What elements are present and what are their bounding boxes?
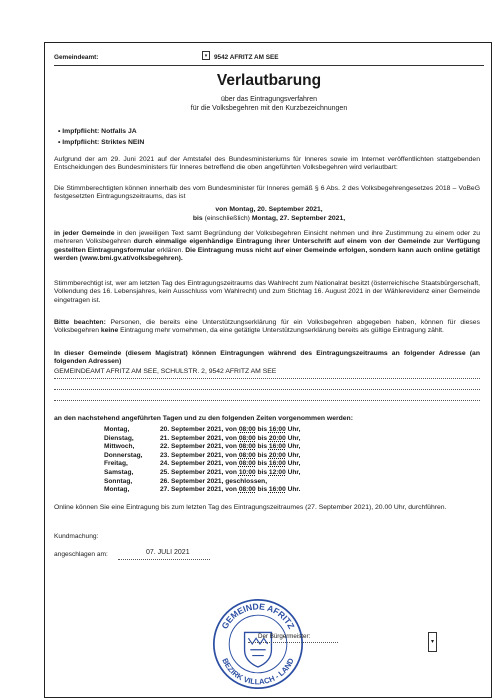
schedule-to: 16:00 bbox=[268, 486, 286, 494]
municipality-row bbox=[54, 50, 484, 66]
schedule-day: Montag, bbox=[104, 426, 130, 433]
seal-top-text: GEMEINDE AFRITZ bbox=[219, 601, 297, 631]
paragraph-online: Online können Sie eine Eintragung bis zum letzten Tag des Eintragungszeitraumes (27. September 2021), 20.00 Uhr, durchführen. bbox=[54, 504, 447, 511]
seal-bottom-text: BEZIRK VILLACH - LAND bbox=[220, 656, 296, 687]
paragraph-voters: Die Stimmberechtigten können innerhalb des vom Bundesminister für Inneres gemäß § 6 Abs. 2 des Volksbegehrengesetzes 2018 – VoBeG festgesetzten Eintragungszeitraums, das ist bbox=[54, 185, 480, 201]
address-dotted-line bbox=[54, 389, 480, 390]
schedule-date: 23. September 2021, von 08:00 bis 20:00 Uhr, bbox=[160, 451, 301, 459]
schedule-day: Montag, bbox=[104, 486, 130, 494]
chevron-down-icon: ▾ bbox=[430, 639, 434, 645]
schedule-date: 25. September 2021, von 10:00 bis 12:00 Uhr, bbox=[160, 468, 301, 476]
schedule-day: Dienstag, bbox=[104, 434, 134, 442]
header-divider bbox=[54, 65, 484, 66]
schedule-day: Samstag, bbox=[104, 468, 134, 476]
schedule-date: 24. September 2021, von 08:00 bis 16:00 Uhr, bbox=[160, 460, 301, 468]
schedule-to: 20:00 bbox=[268, 451, 286, 459]
signature-label: Der Bürgermeister: bbox=[258, 633, 311, 640]
period-end: bis (einschließlich) Montag, 27. September 2021, bbox=[192, 215, 346, 222]
schedule-from: 08:00 bbox=[238, 460, 256, 468]
signature-dropdown[interactable] bbox=[428, 632, 437, 652]
address-line: GEMEINDEAMT AFRITZ AM SEE, SCHULSTR. 2, 9542 AFRITZ AM SEE bbox=[54, 368, 277, 375]
paragraph-schedule-intro: an den nachstehend angeführten Tagen und zu den folgenden Zeiten vorgenommen werden: bbox=[54, 415, 353, 422]
paragraph-address-intro: In dieser Gemeinde (diesem Magistrat) können Eintragungen während des Eintragungszeitraums an folgender Adresse (an folgenden Adressen) bbox=[54, 350, 480, 366]
bullet-item: • Impfpflicht: Notfalls JA bbox=[58, 128, 137, 135]
subtitle-1: über das Eintragungsverfahren bbox=[220, 96, 318, 103]
schedule-day: Freitag, bbox=[104, 460, 128, 468]
schedule-to: 12:00 bbox=[268, 468, 286, 476]
period-start: von Montag, 20. September 2021, bbox=[215, 206, 323, 213]
paragraph-notice: Bitte beachten: Personen, die bereits eine Unterstützungserklärung für ein Volksbegehren abgegeben haben, können für dieses Volksbegehren keine Eintragung mehr vornehmen, da eine getätigte Unterstützungserklärung bereits als gültige Eintragung zählt. bbox=[54, 319, 480, 335]
kundmachung-label: Kundmachung: bbox=[54, 533, 99, 540]
municipality-dropdown[interactable] bbox=[202, 51, 210, 60]
schedule-from: 08:00 bbox=[238, 434, 256, 442]
schedule-date: 27. September 2021, von 08:00 bis 16:00 Uhr. bbox=[160, 486, 301, 494]
schedule-from: 08:00 bbox=[238, 426, 256, 433]
schedule-day: Sonntag, bbox=[104, 477, 133, 485]
municipality-value: 9542 AFRITZ AM SEE bbox=[214, 54, 279, 61]
schedule-date: 21. September 2021, von 08:00 bis 20:00 Uhr, bbox=[160, 434, 301, 442]
municipality-label: Gemeindeamt: bbox=[54, 54, 99, 61]
document-title: Verlautbarung bbox=[216, 72, 322, 89]
schedule-day: Mittwoch, bbox=[104, 443, 135, 451]
schedule-day: Donnerstag, bbox=[104, 451, 143, 459]
schedule-from: 10:00 bbox=[238, 468, 256, 476]
schedule-date: 22. September 2021, von 08:00 bis 16:00 Uhr, bbox=[160, 443, 301, 451]
schedule-date: 26. September 2021, geschlossen, bbox=[160, 477, 268, 485]
schedule-date: 20. September 2021, von 08:00 bis 16:00 Uhr, bbox=[160, 426, 301, 433]
subtitle-2: für die Volksbegehren mit den Kurzbezeichnungen bbox=[190, 105, 348, 112]
schedule-to: 16:00 bbox=[268, 460, 286, 468]
posted-date: 07. JULI 2021 bbox=[146, 549, 190, 556]
address-dotted-line bbox=[54, 400, 480, 401]
signature-line bbox=[248, 642, 338, 643]
schedule-from: 08:00 bbox=[238, 486, 256, 494]
paragraph-registration: in jeder Gemeinde in den jeweiligen Text samt Begründung der Volksbegehren Einsicht nehmen und ihre Zustimmung zu einem oder zu mehreren Volksbegehren durch einmalige eigenhändige Eintragung ihrer Unterschrift auf einem von der Gemeinde zur Verfügung gestellten Eintragungsformular erklären. Die Eintragung muss nicht auf einer Gemeinde erfolgen, sondern kann auch online getätigt werden (www.bmi.gv.at/volksbegehren). bbox=[54, 230, 480, 263]
paragraph-intro: Aufgrund der am 29. Juni 2021 auf der Amtstafel des Bundesministeriums für Inneres sowie im Internet veröffentlichten stattgebenden Entscheidungen des Bundesministers für Inneres betreffend die oben angeführten Volksbegehren wird verlautbart: bbox=[54, 156, 480, 172]
bullet-item: • Impfpflicht: Striktes NEIN bbox=[58, 139, 145, 146]
schedule-to: 16:00 bbox=[268, 443, 286, 451]
paragraph-eligibility: Stimmberechtigt ist, wer am letzten Tag des Eintragungszeitraums das Wahlrecht zum Nationalrat besitzt (österreichische Staatsbürgerschaft, Vollendung des 16. Lebensjahres, kein Ausschluss vom Wahlrecht) und zum Stichtag 16. August 2021 in der Wählerevidenz einer Gemeinde eingetragen ist. bbox=[54, 280, 480, 304]
address-dotted-line bbox=[54, 378, 480, 379]
schedule-to: 16:00 bbox=[268, 426, 286, 433]
posted-label: angeschlagen am: bbox=[54, 551, 108, 558]
municipal-seal bbox=[210, 596, 306, 692]
schedule-from: 08:00 bbox=[238, 451, 256, 459]
schedule-to: 20:00 bbox=[268, 434, 286, 442]
chevron-down-icon: ▾ bbox=[204, 53, 208, 59]
schedule-from: 08:00 bbox=[238, 443, 256, 451]
posted-date-line bbox=[118, 559, 210, 560]
